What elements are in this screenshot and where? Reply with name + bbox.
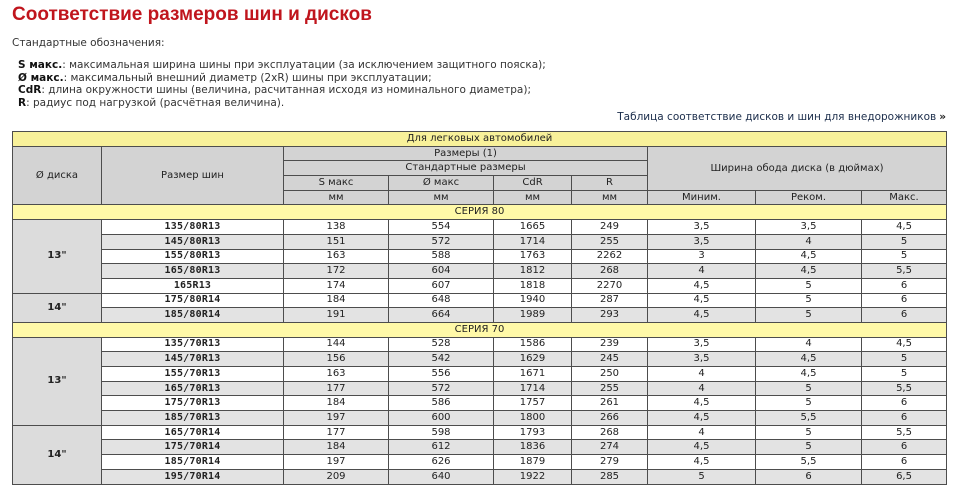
col-header-cdr: CdR [494, 176, 572, 191]
width-min-cell: 4 [648, 381, 756, 396]
width-rec-cell: 4,5 [756, 367, 862, 382]
r-cell: 268 [572, 264, 648, 279]
d-max-cell: 600 [389, 411, 494, 426]
table-row [13, 337, 947, 352]
tire-size-cell: 145/70R13 [102, 352, 284, 367]
tire-rim-table [12, 131, 947, 485]
tire-size-cell: 155/70R13 [102, 367, 284, 382]
width-max-cell: 6 [862, 396, 947, 411]
subtitle: Стандартные обозначения: [12, 37, 165, 49]
col-header-r: R [572, 176, 648, 191]
cdr-cell: 1922 [494, 469, 572, 484]
cdr-cell: 1629 [494, 352, 572, 367]
definition-term: Ø макс. [18, 71, 64, 84]
col-header-width-rec: Реком. [756, 190, 862, 205]
width-max-cell: 5 [862, 367, 947, 382]
offroad-table-link[interactable] [617, 111, 946, 123]
cdr-cell: 1989 [494, 308, 572, 323]
width-max-cell: 6 [862, 308, 947, 323]
unit-r: мм [572, 190, 648, 205]
r-cell: 274 [572, 440, 648, 455]
width-max-cell: 5,5 [862, 264, 947, 279]
col-header-s-max: S макс [284, 176, 389, 191]
tire-size-cell: 165/70R14 [102, 425, 284, 440]
width-rec-cell: 5 [756, 396, 862, 411]
r-cell: 2270 [572, 278, 648, 293]
r-cell: 249 [572, 220, 648, 235]
r-cell: 287 [572, 293, 648, 308]
cdr-cell: 1714 [494, 234, 572, 249]
table-row [13, 367, 947, 382]
r-cell: 279 [572, 455, 648, 470]
width-rec-cell: 5 [756, 440, 862, 455]
d-max-cell: 598 [389, 425, 494, 440]
d-max-cell: 626 [389, 455, 494, 470]
unit-s-max: мм [284, 190, 389, 205]
width-max-cell: 5 [862, 234, 947, 249]
width-max-cell: 6 [862, 411, 947, 426]
table-body [13, 205, 947, 484]
series-row [13, 205, 947, 220]
s-max-cell: 138 [284, 220, 389, 235]
width-min-cell: 4,5 [648, 455, 756, 470]
width-max-cell: 5,5 [862, 425, 947, 440]
s-max-cell: 163 [284, 367, 389, 382]
series-label: СЕРИЯ 70 [13, 322, 947, 337]
table-row [13, 352, 947, 367]
r-cell: 285 [572, 469, 648, 484]
width-min-cell: 3,5 [648, 234, 756, 249]
r-cell: 261 [572, 396, 648, 411]
table-row [13, 469, 947, 484]
width-max-cell: 5 [862, 249, 947, 264]
definition-text: : максимальная ширина шины при эксплуатации (за исключением защитного пояска); [62, 59, 546, 71]
tire-size-header: Размер шин [102, 146, 284, 205]
table-row [13, 234, 947, 249]
width-rec-cell: 5 [756, 293, 862, 308]
r-cell: 245 [572, 352, 648, 367]
width-min-cell: 4,5 [648, 411, 756, 426]
cdr-cell: 1879 [494, 455, 572, 470]
d-max-cell: 612 [389, 440, 494, 455]
width-rec-cell: 4 [756, 337, 862, 352]
width-max-cell: 6 [862, 293, 947, 308]
d-max-cell: 604 [389, 264, 494, 279]
width-max-cell: 6 [862, 455, 947, 470]
unit-d-max: мм [389, 190, 494, 205]
s-max-cell: 197 [284, 455, 389, 470]
tire-size-cell: 135/70R13 [102, 337, 284, 352]
table-row [13, 308, 947, 323]
width-min-cell: 4,5 [648, 396, 756, 411]
definition-term: CdR [18, 84, 42, 96]
offroad-link-label: Таблица соответствие дисков и шин для внедорожников [617, 111, 937, 123]
width-min-cell: 5 [648, 469, 756, 484]
s-max-cell: 177 [284, 425, 389, 440]
col-header-d-max: Ø макс [389, 176, 494, 191]
width-min-cell: 4 [648, 264, 756, 279]
s-max-cell: 184 [284, 440, 389, 455]
d-max-cell: 556 [389, 367, 494, 382]
s-max-cell: 209 [284, 469, 389, 484]
d-max-cell: 640 [389, 469, 494, 484]
cdr-cell: 1812 [494, 264, 572, 279]
table-row [13, 381, 947, 396]
width-min-cell: 3,5 [648, 352, 756, 367]
width-max-cell: 5,5 [862, 381, 947, 396]
tire-size-cell: 185/70R13 [102, 411, 284, 426]
cdr-cell: 1665 [494, 220, 572, 235]
s-max-cell: 172 [284, 264, 389, 279]
r-cell: 2262 [572, 249, 648, 264]
width-rec-cell: 5 [756, 425, 862, 440]
table-row [13, 455, 947, 470]
r-cell: 239 [572, 337, 648, 352]
d-max-cell: 586 [389, 396, 494, 411]
d-max-cell: 648 [389, 293, 494, 308]
series-row [13, 322, 947, 337]
width-max-cell: 5 [862, 352, 947, 367]
series-label: СЕРИЯ 80 [13, 205, 947, 220]
width-rec-cell: 6 [756, 469, 862, 484]
double-chevron-right-icon: » [939, 111, 946, 123]
s-max-cell: 163 [284, 249, 389, 264]
r-cell: 293 [572, 308, 648, 323]
s-max-cell: 156 [284, 352, 389, 367]
width-rec-cell: 5,5 [756, 411, 862, 426]
width-min-cell: 4 [648, 425, 756, 440]
tire-size-cell: 175/80R14 [102, 293, 284, 308]
definition-item [18, 72, 546, 85]
width-max-cell: 4,5 [862, 337, 947, 352]
width-rec-cell: 5,5 [756, 455, 862, 470]
table-row [13, 293, 947, 308]
d-max-cell: 528 [389, 337, 494, 352]
definition-item [18, 84, 546, 97]
table-row [13, 411, 947, 426]
width-max-cell: 4,5 [862, 220, 947, 235]
width-min-cell: 4,5 [648, 440, 756, 455]
table-row [13, 396, 947, 411]
width-max-cell: 6,5 [862, 469, 947, 484]
col-header-width-min: Миним. [648, 190, 756, 205]
r-cell: 255 [572, 381, 648, 396]
tire-size-cell: 165/80R13 [102, 264, 284, 279]
category-header: Для легковых автомобилей [13, 132, 947, 147]
rim-diameter-cell: 14" [13, 293, 102, 322]
width-rec-cell: 5 [756, 381, 862, 396]
width-rec-cell: 4,5 [756, 264, 862, 279]
dimensions-header: Размеры (1) [284, 146, 648, 161]
rim-diameter-cell: 13" [13, 337, 102, 425]
cdr-cell: 1714 [494, 381, 572, 396]
s-max-cell: 197 [284, 411, 389, 426]
r-cell: 268 [572, 425, 648, 440]
definition-text: : максимальный внешний диаметр (2xR) шины при эксплуатации; [63, 71, 432, 84]
width-rec-cell: 5 [756, 278, 862, 293]
col-header-width-max: Макс. [862, 190, 947, 205]
table-row [13, 440, 947, 455]
cdr-cell: 1763 [494, 249, 572, 264]
cdr-cell: 1940 [494, 293, 572, 308]
width-min-cell: 4,5 [648, 278, 756, 293]
width-max-cell: 6 [862, 278, 947, 293]
tire-size-cell: 155/80R13 [102, 249, 284, 264]
d-max-cell: 588 [389, 249, 494, 264]
r-cell: 266 [572, 411, 648, 426]
d-max-cell: 572 [389, 234, 494, 249]
unit-cdr: мм [494, 190, 572, 205]
cdr-cell: 1836 [494, 440, 572, 455]
table-row [13, 264, 947, 279]
tire-size-cell: 145/80R13 [102, 234, 284, 249]
width-min-cell: 3,5 [648, 220, 756, 235]
rim-diameter-cell: 13" [13, 220, 102, 293]
width-rec-cell: 5 [756, 308, 862, 323]
width-rec-cell: 4,5 [756, 249, 862, 264]
cdr-cell: 1818 [494, 278, 572, 293]
definition-term: R [18, 96, 27, 109]
width-rec-cell: 4 [756, 234, 862, 249]
s-max-cell: 144 [284, 337, 389, 352]
tire-size-cell: 195/70R14 [102, 469, 284, 484]
definitions-list [18, 59, 546, 109]
tire-size-cell: 185/80R14 [102, 308, 284, 323]
width-rec-cell: 3,5 [756, 220, 862, 235]
d-max-cell: 664 [389, 308, 494, 323]
width-max-cell: 6 [862, 440, 947, 455]
standard-dimensions-header: Стандартные размеры [284, 161, 648, 176]
s-max-cell: 191 [284, 308, 389, 323]
tire-size-cell: 185/70R14 [102, 455, 284, 470]
page-title: Соответствие размеров шин и дисков [12, 4, 372, 25]
r-cell: 255 [572, 234, 648, 249]
table-row [13, 220, 947, 235]
width-min-cell: 4 [648, 367, 756, 382]
rim-diameter-cell: 14" [13, 425, 102, 484]
cdr-cell: 1793 [494, 425, 572, 440]
s-max-cell: 174 [284, 278, 389, 293]
tire-size-cell: 175/70R14 [102, 440, 284, 455]
d-max-cell: 572 [389, 381, 494, 396]
d-max-cell: 607 [389, 278, 494, 293]
table-row [13, 278, 947, 293]
width-min-cell: 4,5 [648, 308, 756, 323]
r-cell: 250 [572, 367, 648, 382]
tire-size-cell: 135/80R13 [102, 220, 284, 235]
s-max-cell: 184 [284, 396, 389, 411]
cdr-cell: 1671 [494, 367, 572, 382]
definition-item [18, 97, 546, 110]
d-max-cell: 554 [389, 220, 494, 235]
definition-term: S макс. [18, 59, 63, 71]
width-min-cell: 3,5 [648, 337, 756, 352]
cdr-cell: 1586 [494, 337, 572, 352]
table-row [13, 425, 947, 440]
tire-size-cell: 175/70R13 [102, 396, 284, 411]
width-min-cell: 3 [648, 249, 756, 264]
width-min-cell: 4,5 [648, 293, 756, 308]
s-max-cell: 177 [284, 381, 389, 396]
definition-text: : длина окружности шины (величина, расчитанная исходя из номинального диаметра); [41, 84, 531, 96]
cdr-cell: 1800 [494, 411, 572, 426]
rim-width-header: Ширина обода диска (в дюймах) [648, 146, 947, 190]
rim-diameter-header: Ø диска [13, 146, 102, 205]
d-max-cell: 542 [389, 352, 494, 367]
s-max-cell: 151 [284, 234, 389, 249]
tire-size-cell: 165R13 [102, 278, 284, 293]
width-rec-cell: 4,5 [756, 352, 862, 367]
tire-size-cell: 165/70R13 [102, 381, 284, 396]
definition-text: : радиус под нагрузкой (расчётная величина). [26, 96, 285, 109]
table-row [13, 249, 947, 264]
s-max-cell: 184 [284, 293, 389, 308]
definition-item [18, 59, 546, 72]
cdr-cell: 1757 [494, 396, 572, 411]
